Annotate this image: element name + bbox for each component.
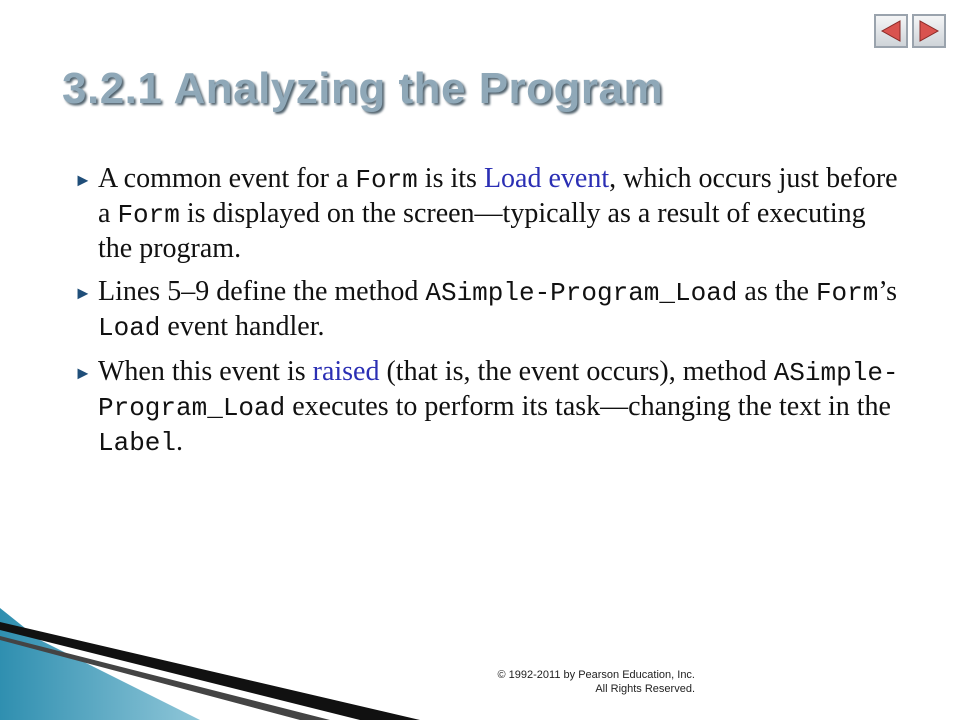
highlighted-term: raised: [312, 356, 380, 387]
slide-title: 3.2.1 Analyzing the Program: [62, 64, 664, 113]
bullet-arrow-icon: ►: [74, 170, 92, 190]
next-slide-button[interactable]: [912, 14, 946, 48]
copyright-line: © 1992-2011 by Pearson Education, Inc.: [497, 669, 695, 681]
bullet-list: [72, 162, 902, 470]
bullet-item: ► A common event for a Form is its Load event, which occurs just before a Form is displayed on the screen—typically as a result of executing the program.: [74, 163, 898, 264]
code-term: Form: [117, 200, 180, 230]
decorative-swoosh: [0, 600, 420, 720]
left-arrow-icon: [878, 18, 904, 44]
bullet-item: ► Lines 5–9 define the method ASimple-Program_Load as the Form’s Load event handler.: [74, 276, 898, 343]
code-term: ASimple-Program_Load: [98, 358, 899, 423]
right-arrow-icon: [916, 18, 942, 44]
code-term: Label: [98, 428, 177, 458]
bullet-item: ► When this event is raised (that is, the event occurs), method ASimple-Program_Load executes to perform its task—changing the text in the Label.: [74, 356, 899, 458]
slide-navigation: [874, 14, 946, 48]
rights-line: All Rights Reserved.: [595, 683, 695, 695]
code-term: Form: [355, 165, 418, 195]
highlighted-term: Load event: [483, 163, 610, 194]
code-term: Load: [98, 313, 161, 343]
bullet-arrow-icon: ►: [74, 283, 92, 303]
copyright-footer: [498, 668, 695, 696]
code-term: ASimple-Program_Load: [425, 278, 738, 308]
code-term: Form: [815, 278, 879, 308]
previous-slide-button[interactable]: [874, 14, 908, 48]
bullet-arrow-icon: ►: [74, 363, 92, 383]
